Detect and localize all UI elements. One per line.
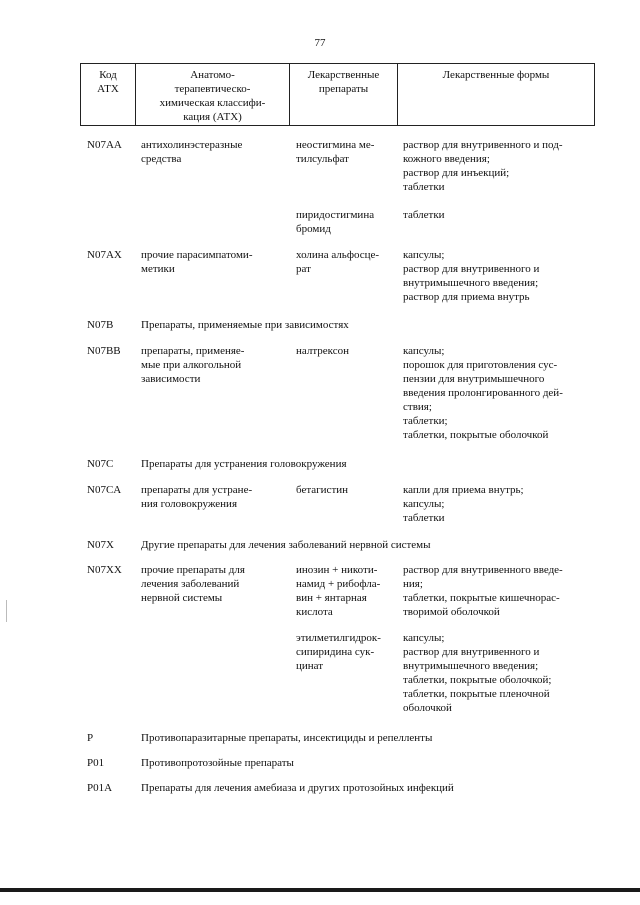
form-line: раствор для внутривенного введе- <box>403 564 563 576</box>
drug-line: бетагистин <box>296 484 349 496</box>
class-line: препараты, применяе- <box>141 345 245 357</box>
atc-code: P01 <box>87 757 105 769</box>
header-line: Лекарственные формы <box>442 69 550 81</box>
form-line: таблетки; <box>403 415 448 427</box>
form-line: раствор для внутривенного и <box>403 646 540 658</box>
atc-class <box>141 483 291 511</box>
form-line: раствор для инъекций; <box>403 167 510 179</box>
dosage-forms <box>403 248 603 304</box>
group-title: Препараты, применяемые при зависимостях <box>141 319 349 331</box>
atc-code: N07C <box>87 458 114 470</box>
form-line: капли для приема внутрь; <box>403 484 524 496</box>
form-line: пензии для внутримышечного <box>403 373 545 385</box>
drug-name <box>296 483 400 497</box>
form-line: порошок для приготовления сус- <box>403 359 558 371</box>
form-line: таблетки <box>403 512 445 524</box>
dosage-forms <box>403 344 603 442</box>
drug-name <box>296 138 400 166</box>
form-line: таблетки, покрытые кишечнорас- <box>403 592 560 604</box>
group-title: Препараты для устранения головокружения <box>141 458 347 470</box>
class-line: ния головокружения <box>141 498 238 510</box>
header-line: терапевтическо- <box>174 83 251 95</box>
dosage-forms <box>403 631 603 715</box>
drug-line: холина альфосце- <box>296 249 380 261</box>
atc-class <box>141 563 291 605</box>
atc-code: N07X <box>87 539 114 551</box>
drug-line: инозин + никоти- <box>296 564 378 576</box>
drug-line: тилсульфат <box>296 153 349 165</box>
header-line: Код <box>99 69 117 81</box>
drug-line: цинат <box>296 660 324 672</box>
atc-code: P01A <box>87 782 113 794</box>
atc-code: N07CA <box>87 484 122 496</box>
group-title: Другие препараты для лечения заболеваний нервной системы <box>141 539 431 551</box>
atc-code: N07B <box>87 319 114 331</box>
form-line: таблетки <box>403 209 445 221</box>
header-line: кация (АТХ) <box>183 111 242 123</box>
drug-name <box>296 563 400 619</box>
form-line: раствор для внутривенного и под- <box>403 139 563 151</box>
form-line: раствор для внутривенного и <box>403 263 540 275</box>
drug-line: намид + рибофла- <box>296 578 381 590</box>
atc-code: N07AA <box>87 139 122 151</box>
atc-class <box>141 138 291 166</box>
drug-line: неостигмина ме- <box>296 139 375 151</box>
form-line: оболочкой <box>403 702 452 714</box>
group-title: Противопротозойные препараты <box>141 757 294 769</box>
scan-mark <box>6 600 7 622</box>
form-line: капсулы; <box>403 249 445 261</box>
class-line: средства <box>141 153 182 165</box>
class-line: препараты для устране- <box>141 484 253 496</box>
drug-line: вин + янтарная <box>296 592 367 604</box>
group-title: Препараты для лечения амебиаза и других протозойных инфекций <box>141 782 454 794</box>
atc-code: N07BB <box>87 345 121 357</box>
dosage-forms <box>403 138 603 194</box>
form-line: введения пролонгированного дей- <box>403 387 563 399</box>
form-line: таблетки, покрытые оболочкой <box>403 429 549 441</box>
form-line: творимой оболочкой <box>403 606 500 618</box>
drug-line: рат <box>296 263 311 275</box>
atc-class <box>141 344 291 386</box>
class-line: метики <box>141 263 175 275</box>
form-line: капсулы; <box>403 345 445 357</box>
group-title: Противопаразитарные препараты, инсектициды и репелленты <box>141 732 433 744</box>
header-line: химическая классифи- <box>159 97 266 109</box>
drug-line: кислота <box>296 606 333 618</box>
form-line: таблетки, покрытые пленочной <box>403 688 550 700</box>
drug-line: бромид <box>296 223 331 235</box>
drug-name <box>296 344 400 358</box>
atc-code: N07AX <box>87 249 122 261</box>
form-line: ствия; <box>403 401 432 413</box>
page-number: 77 <box>314 37 326 49</box>
header-line: Лекарственные <box>307 69 380 81</box>
form-line: внутримышечного введения; <box>403 660 539 672</box>
class-line: прочие парасимпатоми- <box>141 249 253 261</box>
form-line: таблетки, покрытые оболочкой; <box>403 674 552 686</box>
class-line: лечения заболеваний <box>141 578 240 590</box>
header-line: АТХ <box>97 83 119 95</box>
atc-code: N07XX <box>87 564 122 576</box>
dosage-forms <box>403 563 603 619</box>
header-atc-code <box>81 64 135 125</box>
form-line: кожного введения; <box>403 153 490 165</box>
form-line: капсулы; <box>403 498 445 510</box>
drug-line: этилметилгидрок- <box>296 632 381 644</box>
atc-class <box>141 248 291 276</box>
header-atc-classification <box>135 64 289 125</box>
drug-name <box>296 631 400 673</box>
class-line: прочие препараты для <box>141 564 245 576</box>
header-dosage-forms <box>397 64 594 125</box>
form-line: раствор для приема внутрь <box>403 291 530 303</box>
dosage-forms <box>403 483 603 525</box>
header-line: Анатомо- <box>190 69 235 81</box>
class-line: антихолинэстеразные <box>141 139 243 151</box>
header-line: препараты <box>318 83 369 95</box>
drug-line: сипиридина сук- <box>296 646 375 658</box>
class-line: нервной системы <box>141 592 223 604</box>
page-bottom-rule <box>0 888 640 892</box>
form-line: внутримышечного введения; <box>403 277 539 289</box>
header-drugs <box>289 64 397 125</box>
form-line: ния; <box>403 578 423 590</box>
drug-line: пиридостигмина <box>296 209 375 221</box>
class-line: зависимости <box>141 373 201 385</box>
form-line: капсулы; <box>403 632 445 644</box>
atc-code: P <box>87 732 94 744</box>
drug-name <box>296 248 400 276</box>
class-line: мые при алкогольной <box>141 359 242 371</box>
drug-name <box>296 208 400 236</box>
table-header <box>80 63 595 126</box>
form-line: таблетки <box>403 181 445 193</box>
dosage-forms <box>403 208 603 222</box>
drug-line: налтрексон <box>296 345 350 357</box>
